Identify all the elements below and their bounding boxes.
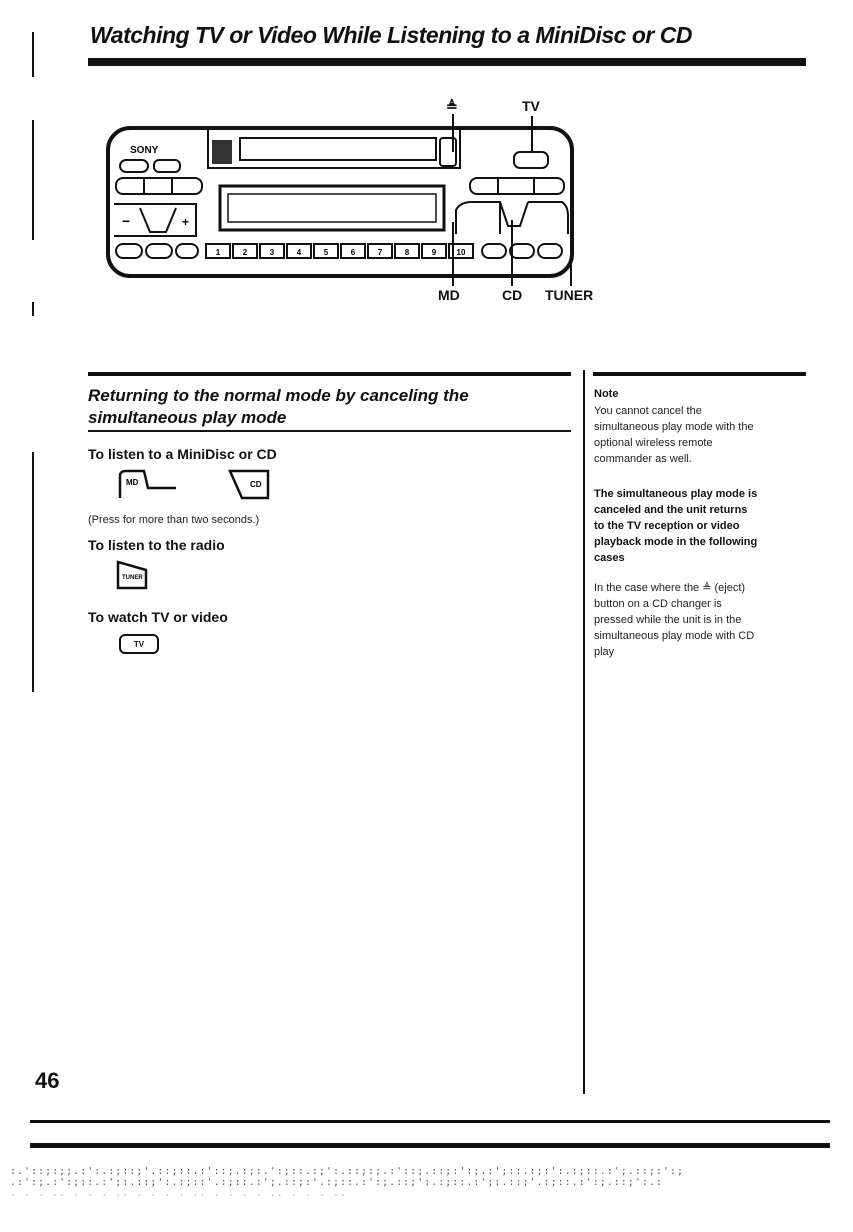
note-case-line: In the case where the ≜ (eject) (594, 582, 746, 594)
callout-leader-lines (440, 112, 580, 288)
svg-text:+: + (182, 215, 190, 229)
note-case (594, 580, 806, 660)
note-bold-line: cases (594, 552, 625, 564)
eject-callout: ≜ (446, 98, 458, 114)
svg-text:−: − (122, 213, 131, 229)
tv-callout: TV (522, 98, 540, 114)
tuner-button-icon (116, 560, 150, 590)
section-heading-line-2: simultaneous play mode (88, 408, 287, 427)
note-case-line: play (594, 646, 615, 658)
preset-number: 10 (456, 248, 466, 257)
note-bold-line: to the TV reception or video (594, 520, 740, 532)
note-top-rule (593, 372, 806, 376)
scan-noise-strip: :.'::;:;;.:':.:;::;'.::;::.:'::;.:;:.':;::.:;':.::;:;.:'::;.::;:':;.:';::.:;:':.:;::.:';.::;:':; .:':;.:':;::.:';:.::;':.:;::'.:;::.:';.::;:'.:;::.:':;.::;':.:;::.:';:.::;'.:;::.:':;.::;':.: . . . .. . . . .. . . . . .. . . . . .. . . . .. (10, 1166, 684, 1199)
section-heading (88, 385, 469, 429)
press-hint: (Press for more than two seconds.) (88, 514, 260, 526)
note-cancel-conditions (594, 486, 806, 566)
preset-number: 1 (215, 248, 221, 257)
cd-button-icon (228, 468, 274, 502)
section-heading-line-1: Returning to the normal mode by canceling the (88, 386, 469, 405)
note-case-line: button on a CD changer is (594, 598, 722, 610)
md-button-icon (116, 468, 180, 502)
note-line: optional wireless remote (594, 437, 713, 449)
margin-mark (32, 452, 34, 692)
margin-mark (32, 302, 34, 316)
note-case-line: simultaneous play mode with CD (594, 630, 755, 642)
listen-radio-label: To listen to the radio (88, 537, 225, 553)
listen-md-cd-label: To listen to a MiniDisc or CD (88, 446, 277, 462)
note-line: simultaneous play mode with the (594, 421, 754, 433)
column-divider (583, 370, 585, 1094)
preset-number: 8 (404, 248, 410, 257)
note-bold-line: canceled and the unit returns (594, 504, 748, 516)
note-line: commander as well. (594, 453, 692, 465)
page-number: 46 (35, 1068, 60, 1093)
note-bold-line: playback mode in the following (594, 536, 758, 548)
preset-number: 9 (431, 248, 437, 257)
margin-mark (32, 120, 34, 240)
md-button-label: MD (126, 478, 139, 487)
preset-number: 4 (296, 248, 302, 257)
footer-rule-1 (30, 1120, 830, 1123)
cd-button-label: CD (250, 480, 262, 489)
page-title: Watching TV or Video While Listening to a MiniDisc or CD (90, 22, 692, 48)
preset-number: 6 (350, 248, 356, 257)
watch-tv-label: To watch TV or video (88, 609, 228, 625)
title-rule (88, 58, 806, 66)
note-case-line: pressed while the unit is in the (594, 614, 742, 626)
note-label: Note (594, 388, 619, 400)
cd-callout: CD (502, 287, 523, 303)
note-line: You cannot cancel the (594, 405, 702, 417)
margin-mark (32, 32, 34, 77)
tuner-button-label: TUNER (122, 575, 143, 581)
footer-rule-2 (30, 1143, 830, 1148)
md-callout: MD (438, 287, 460, 303)
note-body (594, 403, 806, 467)
section-top-rule (88, 372, 571, 376)
tv-button-label: TV (133, 639, 145, 649)
tv-button-icon (119, 634, 159, 654)
preset-number: 5 (323, 248, 329, 257)
preset-number: 7 (377, 248, 383, 257)
note-bold-line: The simultaneous play mode is (594, 488, 758, 500)
preset-number: 2 (242, 248, 248, 257)
preset-number: 3 (269, 248, 275, 257)
sony-logo: SONY (130, 145, 159, 156)
tuner-callout: TUNER (545, 287, 594, 303)
section-heading-rule (88, 430, 571, 432)
